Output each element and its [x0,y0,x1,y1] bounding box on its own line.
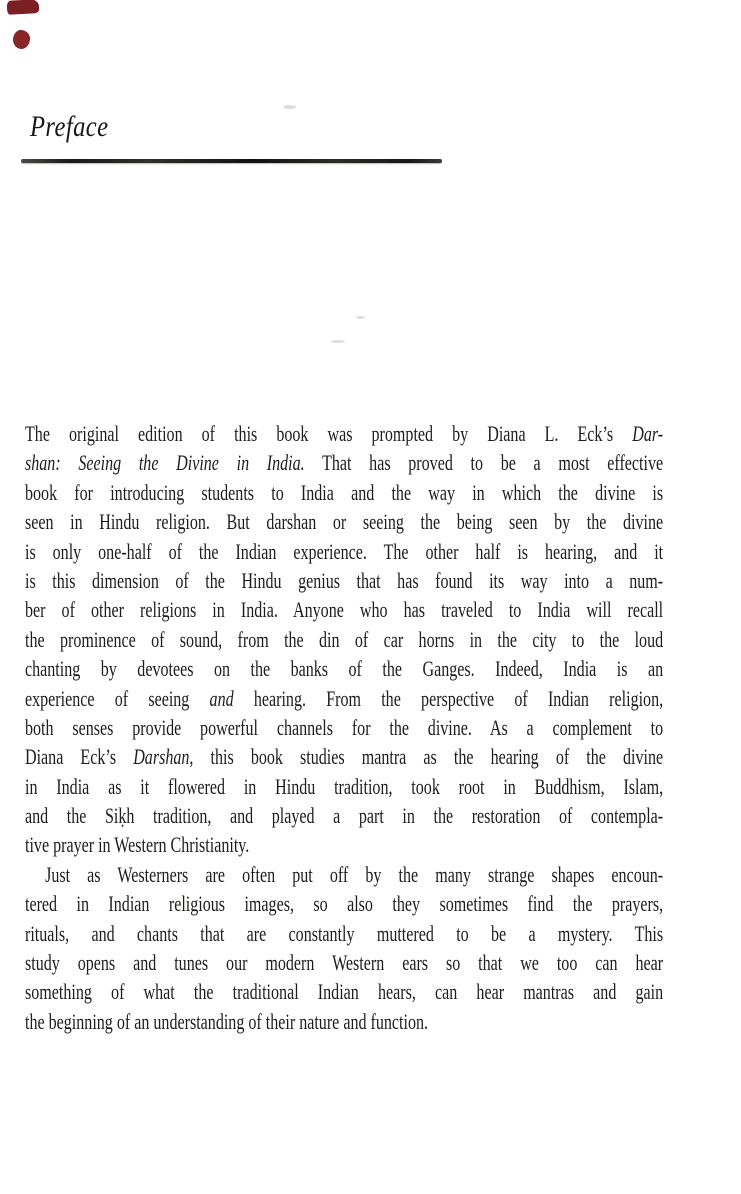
text-line [25,654,663,683]
text-line [25,478,663,507]
scan-smudge [283,105,296,109]
paragraph [25,419,663,860]
roman-text: is this dimension of the Hindu genius that has found its way into a num- [25,567,664,593]
text-line [25,742,663,771]
roman-text: The original edition of this book was prompted by Diana L. Eck’s [25,421,633,446]
roman-text: in India as it flowered in Hindu tradition, took root in Buddhism, Islam, [25,773,664,799]
text-line [25,537,663,566]
roman-text: That has proved to be a most effective [304,450,664,476]
roman-text: hearing. From the perspective of Indian religion, [233,685,664,711]
roman-text: the beginning of an understanding of their nature and function. [25,1008,429,1034]
roman-text: seen in Hindu religion. But darshan or seeing the being seen by the divine [25,509,664,535]
roman-text: Diana Eck’s [25,744,134,770]
roman-text: both senses provide powerful channels for the divine. As a complement to [25,714,664,740]
text-line [25,595,663,624]
text-column [25,419,663,1036]
text-line [25,889,663,918]
roman-text: something of what the traditional Indian hears, can hear mantras and gain [25,979,664,1005]
preface-body [25,419,663,1036]
text-line [25,507,663,536]
text-line [25,977,663,1006]
roman-text: experience of seeing [25,685,210,711]
roman-text: the prominence of sound, from the din of car horns in the city to the loud [25,626,664,652]
text-line [25,448,663,477]
roman-text: tered in Indian religious images, so also they sometimes find the prayers, [25,891,664,917]
italic-text: shan: Seeing the Divine in India. [25,450,305,476]
page-title: Preface [30,110,109,143]
text-line [25,948,663,977]
scan-smudge [331,340,345,343]
roman-text: is only one-half of the Indian experience. The other half is hearing, and it [25,538,664,564]
text-line [25,919,663,948]
title-rule [21,159,442,163]
roman-text: and the Siḳh tradition, and played a part in the restoration of contempla- [25,803,664,829]
roman-text: ber of other religions in India. Anyone who has traveled to India will recall [25,597,664,623]
text-line [25,566,663,595]
text-line [25,684,663,713]
roman-text: , this book studies mantra as the hearing of the divine [189,744,664,770]
text-line [25,625,663,654]
text-line [25,713,663,742]
text-line [25,801,663,830]
text-line [25,772,663,801]
roman-text: study opens and tunes our modern Western ears so that we too can hear [25,950,664,976]
roman-text: rituals, and chants that are constantly muttered to be a mystery. This [25,920,664,946]
text-line [25,830,663,859]
paragraph [25,860,663,1036]
red-ink-mark-top [7,0,40,15]
italic-text: Dar- [632,421,664,446]
text-line [25,860,663,889]
roman-text: book for introducing students to India and the way in which the divine is [25,479,664,505]
scan-smudge [356,316,365,319]
text-line [25,419,663,448]
italic-text: Darshan [133,744,190,770]
roman-text: tive prayer in Western Christianity. [25,832,250,858]
text-line [25,1007,663,1036]
italic-text: and [209,685,234,711]
red-ink-mark-lower [12,29,31,50]
roman-text: Just as Westerners are often put off by the many strange shapes encoun- [45,861,664,887]
roman-text: chanting by devotees on the banks of the Ganges. Indeed, India is an [25,656,664,682]
